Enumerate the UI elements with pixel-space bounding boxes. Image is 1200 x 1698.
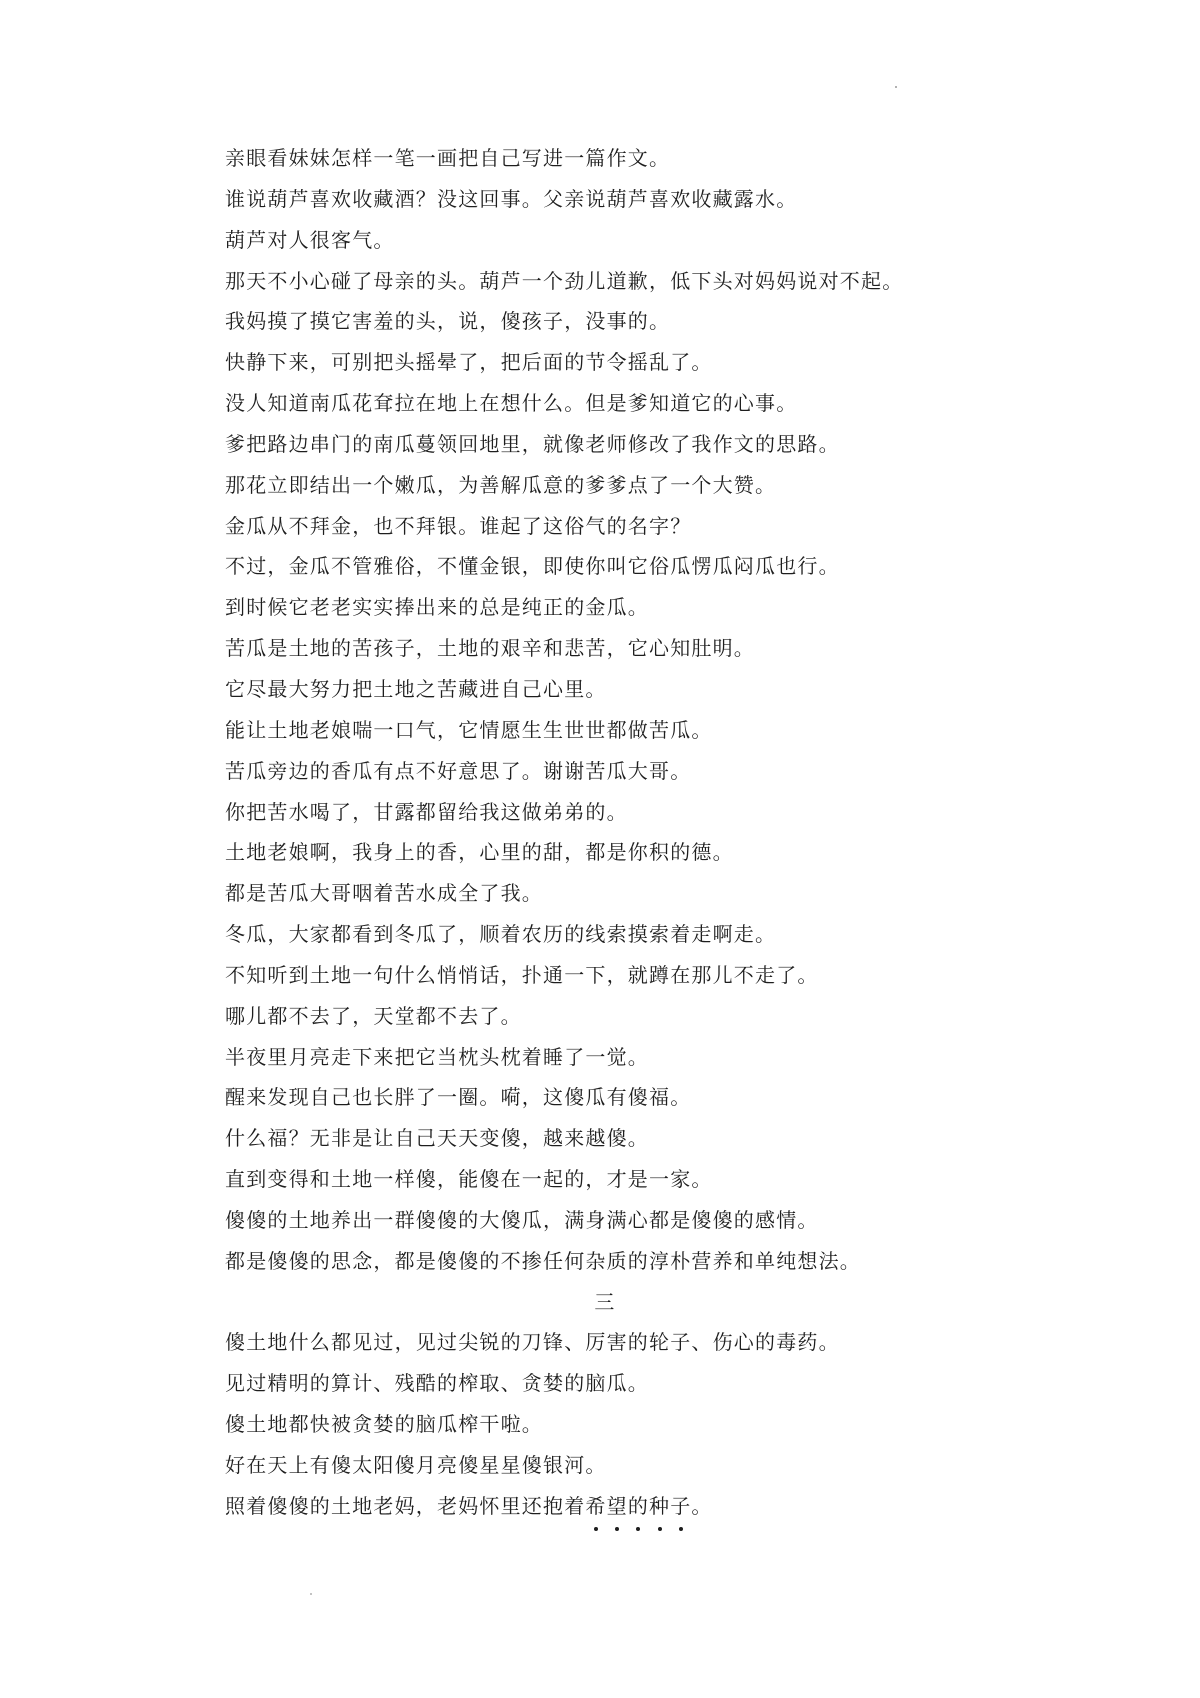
text-line: 傻傻的土地养出一群傻傻的大傻瓜，满身满心都是傻傻的感情。 — [225, 1207, 819, 1232]
text-line: 苦瓜旁边的香瓜有点不好意思了。谢谢苦瓜大哥。 — [225, 758, 692, 783]
text-line: 傻土地什么都见过，见过尖锐的刀锋、厉害的轮子、伤心的毒药。 — [225, 1330, 840, 1355]
text-segment: 照着傻傻的土地老妈，老妈怀里还抱着 — [225, 1493, 586, 1518]
text-line: 金瓜从不拜金，也不拜银。谁起了这俗气的名字？ — [225, 513, 692, 538]
emphasis-char: 种 — [649, 1486, 670, 1527]
text-line: 它尽最大努力把土地之苦藏进自己心里。 — [225, 676, 607, 701]
text-line: 都是傻傻的思念，都是傻傻的不掺任何杂质的淳朴营养和单纯想法。 — [225, 1248, 861, 1273]
text-line: 苦瓜是土地的苦孩子，土地的艰辛和悲苦，它心知肚明。 — [225, 636, 755, 661]
text-line: 没人知道南瓜花耷拉在地上在想什么。但是爹知道它的心事。 — [225, 391, 798, 416]
emphasis-char: 希 — [585, 1486, 606, 1527]
text-line: 土地老娘啊，我身上的香，心里的甜，都是你积的德。 — [225, 840, 734, 865]
text-line-emphasis — [225, 1486, 985, 1527]
text-line: 醒来发现自己也长胖了一圈。嗬，这傻瓜有傻福。 — [225, 1085, 692, 1110]
text-line: 亲眼看妹妹怎样一笔一画把自己写进一篇作文。 — [225, 146, 671, 170]
text-line: 哪儿都不去了，天堂都不去了。 — [225, 1003, 522, 1028]
scan-speck — [310, 1593, 312, 1595]
emphasis-char: 的 — [628, 1486, 649, 1527]
emphasis-char: 子 — [670, 1486, 691, 1527]
text-line: 谁说葫芦喜欢收藏酒？没这回事。父亲说葫芦喜欢收藏露水。 — [225, 186, 798, 211]
text-line: 半夜里月亮走下来把它当枕头枕着睡了一觉。 — [225, 1044, 649, 1069]
emphasized-phrase — [585, 1494, 691, 1518]
text-line: 不过，金瓜不管雅俗，不懂金银，即使你叫它俗瓜愣瓜闷瓜也行。 — [225, 554, 840, 579]
text-line: 好在天上有傻太阳傻月亮傻星星傻银河。 — [225, 1453, 607, 1477]
text-line: 什么福？无非是让自己天天变傻，越来越傻。 — [225, 1126, 649, 1151]
text-line: 都是苦瓜大哥咽着苦水成全了我。 — [225, 881, 543, 906]
text-line: 快静下来，可别把头摇晕了，把后面的节令摇乱了。 — [225, 350, 713, 375]
text-line: 傻土地都快被贪婪的脑瓜榨干啦。 — [225, 1412, 543, 1437]
text-line: 到时候它老老实实捧出来的总是纯正的金瓜。 — [225, 595, 649, 620]
text-segment: 。 — [691, 1493, 713, 1518]
text-line: 那天不小心碰了母亲的头。葫芦一个劲儿道歉，低下头对妈妈说对不起。 — [225, 268, 904, 293]
text-line: 你把苦水喝了，甘露都留给我这做弟弟的。 — [225, 799, 628, 824]
text-line: 能让土地老娘喘一口气，它情愿生生世世都做苦瓜。 — [225, 717, 713, 742]
text-line: 葫芦对人很客气。 — [225, 227, 395, 252]
text-line: 冬瓜，大家都看到冬瓜了，顺着农历的线索摸索着走啊走。 — [225, 922, 777, 947]
poem-body — [225, 138, 985, 1527]
text-line: 直到变得和土地一样傻，能傻在一起的，才是一家。 — [225, 1167, 713, 1192]
section-heading: 三 — [594, 1289, 616, 1314]
text-line: 不知听到土地一句什么悄悄话，扑通一下，就蹲在那儿不走了。 — [225, 962, 819, 987]
emphasis-char: 望 — [607, 1486, 628, 1527]
text-line: 那花立即结出一个嫩瓜，为善解瓜意的爹爹点了一个大赞。 — [225, 472, 777, 497]
text-line: 我妈摸了摸它害羞的头，说，傻孩子，没事的。 — [225, 309, 671, 334]
text-line: 见过精明的算计、残酷的榨取、贪婪的脑瓜。 — [225, 1371, 649, 1396]
scan-speck — [895, 86, 897, 88]
text-line: 爹把路边串门的南瓜蔓领回地里，就像老师修改了我作文的思路。 — [225, 431, 840, 456]
